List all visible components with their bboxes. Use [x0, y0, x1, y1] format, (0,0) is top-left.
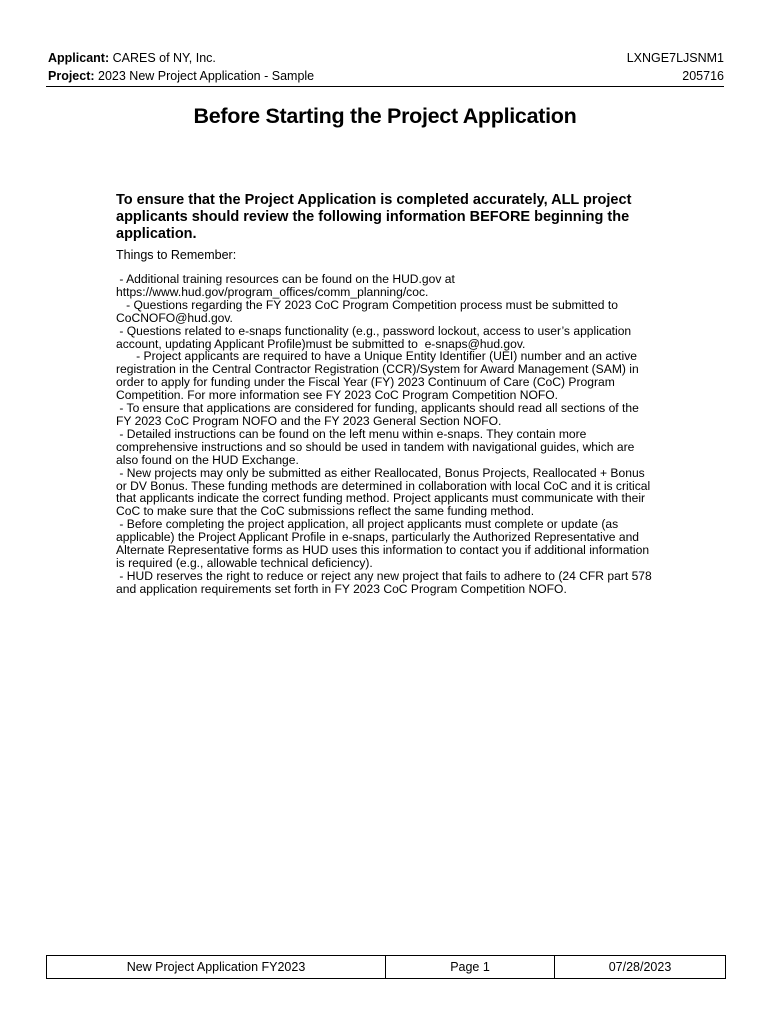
header-project-row	[48, 68, 724, 84]
project-label: Project:	[48, 69, 95, 83]
applicant-name: CARES of NY, Inc.	[112, 51, 216, 65]
list-item: - HUD reserves the right to reduce or reject any new project that fails to adhere to (24 CFR part 578 and application requirements set forth in FY 2023 CoC Program Competition NOFO.	[116, 568, 656, 596]
application-code: LXNGE7LJSNM1	[626, 51, 724, 65]
applicant-label: Applicant:	[48, 51, 110, 65]
footer-date: 07/28/2023	[608, 960, 672, 974]
things-to-remember-label: Things to Remember:	[116, 248, 237, 262]
list-item: - To ensure that applications are considered for funding, applicants should read all sections of the FY 2023 CoC Program NOFO and the FY 2023 General Section NOFO.	[116, 401, 643, 428]
instructions-list	[116, 273, 656, 596]
header-applicant-row	[48, 50, 724, 66]
footer-document-name: New Project Application FY2023	[47, 956, 386, 978]
list-item: - Project applicants are required to have a Unique Entity Identifier (UEI) number and an active registration in the Central Contractor Registration (CCR)/System for Award Management (SAM) in order to apply for funding under the Fiscal Year (FY) 2023 Continuum of Care (CoC) Program Competition. For more information see FY 2023 CoC Program Competition NOFO.	[116, 349, 643, 403]
project-name: 2023 New Project Application - Sample	[98, 69, 315, 83]
header-divider	[46, 86, 724, 87]
application-number: 205716	[682, 69, 724, 83]
list-item: - Questions related to e-snaps functionality (e.g., password lockout, access to user’s application account, updating Applicant Profile)must be submitted to e-snaps@hud.gov.	[116, 323, 635, 351]
list-item: - Before completing the project application, all project applicants must complete or update (as applicable) the Project Applicant Profile in e-snaps, particularly the Authorized Representative and Alternate Representative forms as HUD uses this information to contact you if additional information is required (e.g., allowable technical deficiency).	[116, 517, 653, 570]
intro-paragraph: To ensure that the Project Application is completed accurately, ALL project applicants should review the following information BEFORE beginning the application.	[116, 192, 632, 242]
page-footer	[46, 955, 726, 979]
list-item: - Questions regarding the FY 2023 CoC Program Competition process must be submitted to CoCNOFO@hud.gov.	[116, 297, 622, 325]
footer-page-number: Page 1	[386, 956, 555, 978]
list-item: - Additional training resources can be found on the HUD.gov at https://www.hud.gov/program_offices/comm_planning/coc.	[116, 272, 459, 299]
list-item: - New projects may only be submitted as either Reallocated, Bonus Projects, Reallocated + Bonus or DV Bonus. These funding methods are determined in collaboration with local CoC and it is critical that applicants indicate the correct funding method. Project applicants must communicate with their CoC to make sure that the CoC submissions reflect the same funding method.	[116, 465, 654, 519]
list-item: - Detailed instructions can be found on the left menu within e-snaps. They contain more comprehensive instructions and so should be used in tandem with navigational guides, which are also found on the HUD Exchange.	[116, 426, 638, 467]
page-title: Before Starting the Project Application	[193, 104, 577, 128]
